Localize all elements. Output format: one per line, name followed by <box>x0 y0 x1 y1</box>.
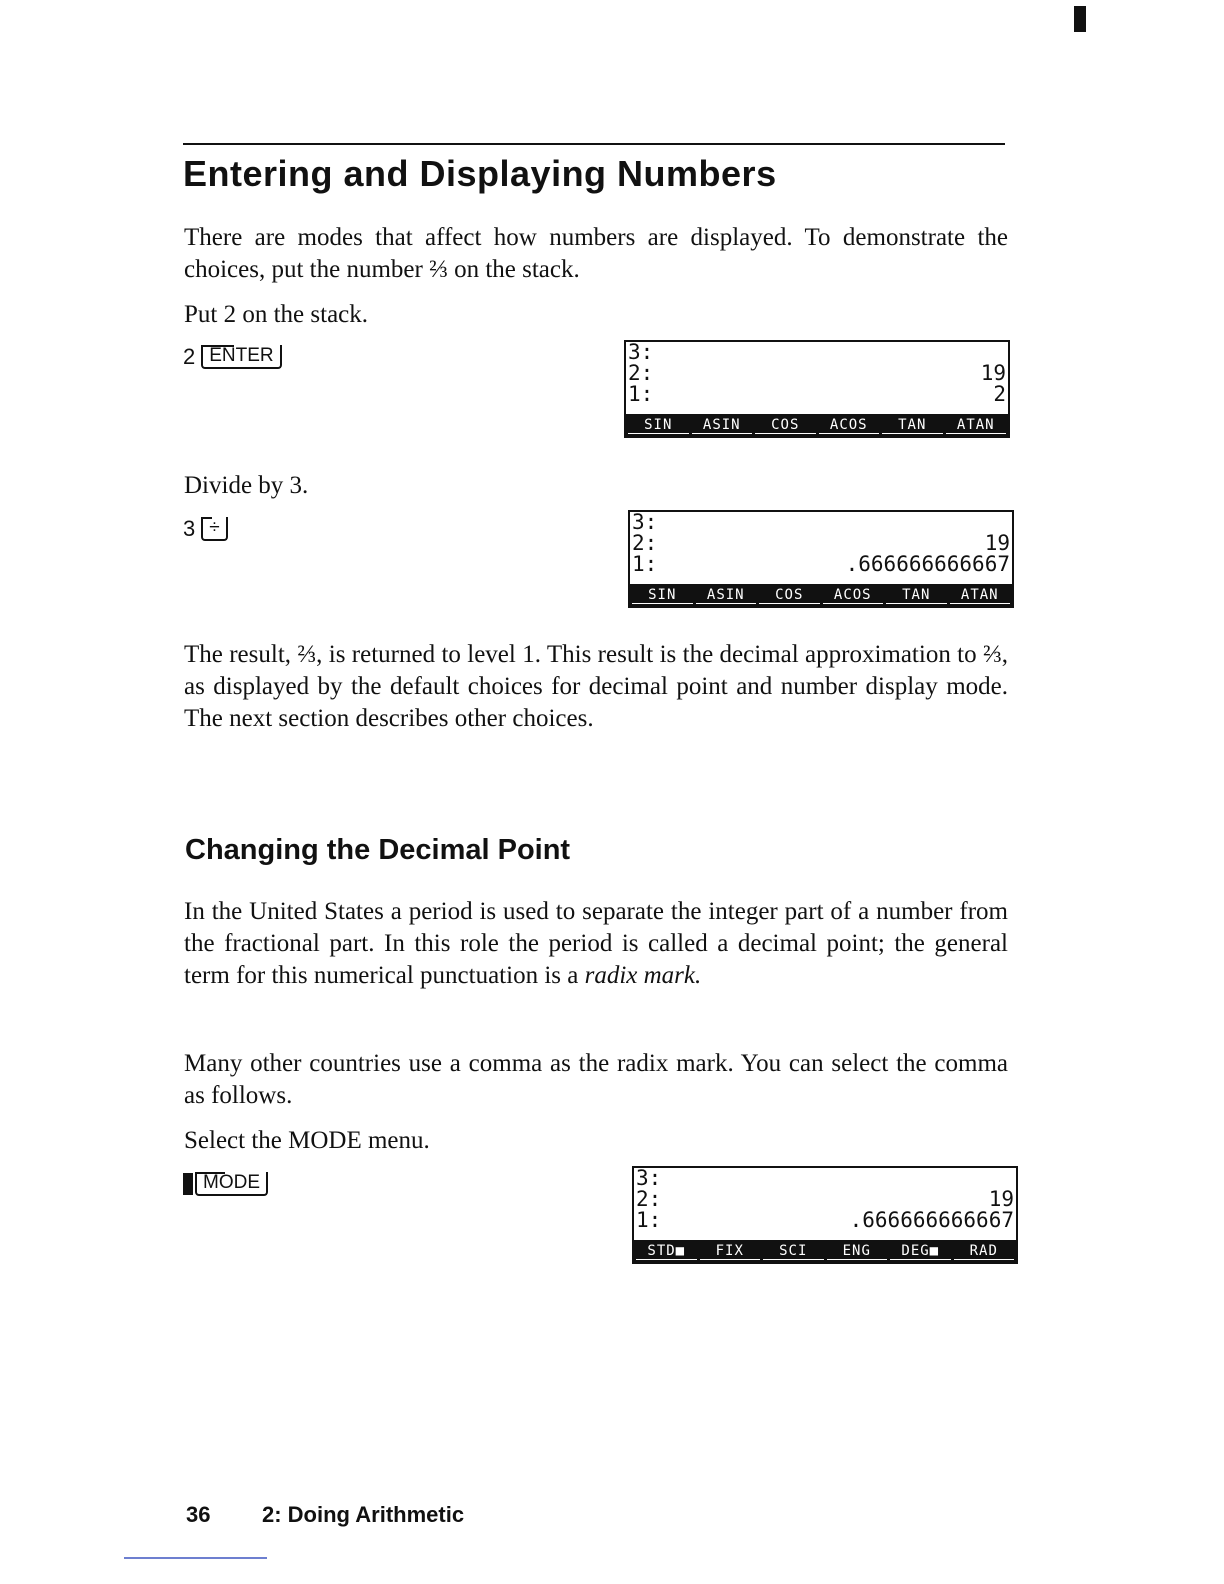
calculator-screen-1 <box>624 340 1010 438</box>
softkey-rad[interactable]: RAD <box>954 1242 1015 1260</box>
step1-text: Put 2 on the stack. <box>184 301 369 328</box>
softkey-acos[interactable]: ACOS <box>823 586 884 604</box>
bottom-rule <box>124 1557 267 1559</box>
step1-keystroke <box>183 344 282 370</box>
mode-key[interactable]: MODE <box>195 1172 268 1196</box>
stack-level-3: 3: <box>628 340 654 364</box>
stack-level-2: 2: 19 <box>628 361 1006 385</box>
softkey-std[interactable]: STD■ <box>636 1242 697 1260</box>
corner-mark <box>1074 6 1086 32</box>
page-number: 36 <box>186 1502 211 1527</box>
step2-digit: 3 <box>183 516 196 541</box>
softkey-atan[interactable]: ATAN <box>950 586 1011 604</box>
stack-level-2: 2: 19 <box>632 531 1010 555</box>
enter-key[interactable]: ENTER <box>201 345 281 369</box>
chapter-title: 2: Doing Arithmetic <box>262 1502 465 1527</box>
step3-text: Select the MODE menu. <box>184 1127 430 1154</box>
step1-digit: 2 <box>183 344 196 369</box>
softkey-asin[interactable]: ASIN <box>696 586 757 604</box>
softkey-tan[interactable]: TAN <box>882 416 943 434</box>
softkey-sin[interactable]: SIN <box>628 416 689 434</box>
stack-level-3: 3: <box>636 1166 662 1190</box>
softkey-cos[interactable]: COS <box>759 586 820 604</box>
softkey-eng[interactable]: ENG <box>827 1242 888 1260</box>
calculator-screen-2 <box>628 510 1014 608</box>
calculator-screen-3 <box>632 1166 1018 1264</box>
softkey-sin[interactable]: SIN <box>632 586 693 604</box>
comma-paragraph: Many other countries use a comma as the radix mark. You can select the comma as follows. <box>184 1050 1008 1109</box>
stack-level-1: 1: .666666666667 <box>636 1208 1014 1232</box>
softkey-deg[interactable]: DEG■ <box>890 1242 951 1260</box>
divide-key[interactable]: ÷ <box>201 517 227 541</box>
softkey-menu <box>630 584 1012 606</box>
subsection-heading: Changing the Decimal Point <box>185 834 571 866</box>
softkey-asin[interactable]: ASIN <box>692 416 753 434</box>
section-rule <box>183 143 1005 145</box>
stack-level-3: 3: <box>632 510 658 534</box>
intro-paragraph: There are modes that affect how numbers are displayed. To demonstrate the choices, put the number ⅔ on the stack. <box>184 224 1008 283</box>
softkey-menu <box>626 414 1008 436</box>
page-footer <box>186 1502 464 1528</box>
result-paragraph: The result, ⅔, is returned to level 1. This result is the decimal approximation to ⅔, as displayed by the default choices for decimal point and number display mode. The next section describes other choices. <box>184 641 1008 732</box>
step2-keystroke <box>183 516 228 542</box>
radix-term: radix mark. <box>584 962 702 989</box>
softkey-cos[interactable]: COS <box>755 416 816 434</box>
softkey-sci[interactable]: SCI <box>763 1242 824 1260</box>
step2-text: Divide by 3. <box>184 472 309 499</box>
softkey-acos[interactable]: ACOS <box>819 416 880 434</box>
section-heading: Entering and Displaying Numbers <box>183 153 777 194</box>
softkey-tan[interactable]: TAN <box>886 586 947 604</box>
stack-level-2: 2: 19 <box>636 1187 1014 1211</box>
left-shift-key-icon[interactable] <box>183 1173 193 1195</box>
softkey-fix[interactable]: FIX <box>700 1242 761 1260</box>
radix-paragraph: In the United States a period is used to separate the integer part of a number from the fractional part. In this role the period is called a decimal point; the general term for this numerical punctuation is a radix mark. <box>184 898 1008 989</box>
softkey-atan[interactable]: ATAN <box>946 416 1007 434</box>
softkey-menu <box>634 1240 1016 1262</box>
step3-keystroke <box>183 1172 268 1196</box>
stack-level-1: 1: .666666666667 <box>632 552 1010 576</box>
stack-level-1: 1: 2 <box>628 382 1006 406</box>
